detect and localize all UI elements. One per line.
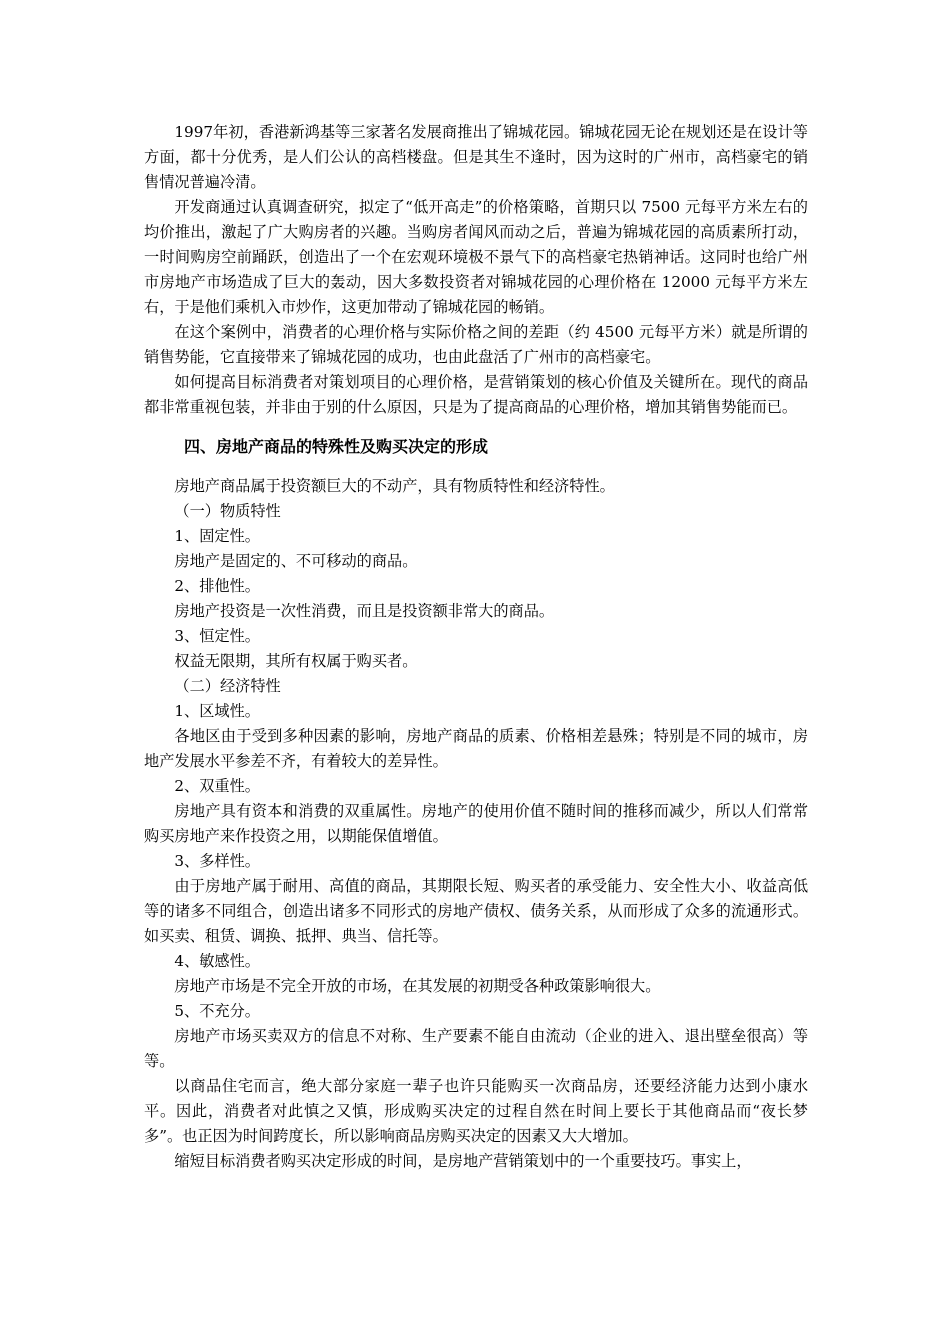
list-item-text: 各地区由于受到多种因素的影响，房地产商品的质素、价格相差悬殊；特别是不同的城市，房地产发展水平参差不齐，有着较大的差异性。: [144, 727, 808, 770]
intro-paragraph-2: 开发商通过认真调查研究，拟定了“低开高走”的价格策略，首期只以 7500 元每平方米左右的均价推出，激起了广大购房者的兴趣。当购房者闻风而动之后，普遍为锦城花园的高质素所打动，一时间购房空前踊跃，创造出了一个在宏观环境极不景气下的高档豪宅热销神话。这同时也给广州市房地产市场造成了巨大的轰动，因大多数投资者对锦城花园的心理价格在 12000 元每平方米左右，于是他们乘机入市炒作，这更加带动了锦城花园的畅销。: [144, 198, 808, 316]
intro-paragraph-1: 1997年初，香港新鸿基等三家著名发展商推出了锦城花园。锦城花园无论在规划还是在设计等方面，都十分优秀，是人们公认的高档楼盘。但是其生不逢时，因为这时的广州市，高档豪宅的销售情况普遍冷清。: [144, 123, 808, 191]
closing-paragraph-1: 以商品住宅而言，绝大部分家庭一辈子也许只能购买一次商品房，还要经济能力达到小康水平。因此，消费者对此慎之又慎，形成购买决定的过程自然在时间上要长于其他商品而“夜长梦多”。也正因为时间跨度长，所以影响商品房购买决定的因素又大大增加。: [144, 1077, 808, 1145]
list-item-label: 5、不充分。: [174, 1002, 260, 1020]
list-item-label: 2、排他性。: [174, 577, 260, 595]
section-intro: 房地产商品属于投资额巨大的不动产，具有物质特性和经济特性。: [174, 477, 615, 495]
subsection-title-physical: （一）物质特性: [174, 502, 281, 520]
list-item-text: 房地产投资是一次性消费，而且是投资额非常大的商品。: [174, 602, 555, 620]
list-item-text: 权益无限期，其所有权属于购买者。: [174, 652, 418, 670]
section-heading: 四、房地产商品的特殊性及购买决定的形成: [184, 437, 489, 456]
list-item-text: 房地产具有资本和消费的双重属性。房地产的使用价值不随时间的推移而减少，所以人们常常购买房地产来作投资之用，以期能保值增值。: [144, 802, 808, 845]
list-item-label: 3、多样性。: [174, 852, 260, 870]
list-item-text: 房地产是固定的、不可移动的商品。: [174, 552, 418, 570]
list-item-label: 1、固定性。: [174, 527, 260, 545]
document-page: [144, 120, 808, 1174]
intro-paragraph-3: 在这个案例中，消费者的心理价格与实际价格之间的差距（约 4500 元每平方米）就是所谓的销售势能，它直接带来了锦城花园的成功，也由此盘活了广州市的高档豪宅。: [144, 323, 808, 366]
list-item-text: 房地产市场是不完全开放的市场，在其发展的初期受各种政策影响很大。: [174, 977, 661, 995]
list-item-label: 3、恒定性。: [174, 627, 260, 645]
list-item-label: 4、敏感性。: [174, 952, 260, 970]
list-item-label: 2、双重性。: [174, 777, 260, 795]
subsection-title-economic: （二）经济特性: [174, 677, 281, 695]
list-item-text: 房地产市场买卖双方的信息不对称、生产要素不能自由流动（企业的进入、退出壁垒很高）等等。: [144, 1027, 808, 1070]
closing-paragraph-2: 缩短目标消费者购买决定形成的时间，是房地产营销策划中的一个重要技巧。事实上，: [174, 1152, 752, 1170]
list-item-label: 1、区域性。: [174, 702, 260, 720]
intro-paragraph-4: 如何提高目标消费者对策划项目的心理价格，是营销策划的核心价值及关键所在。现代的商品都非常重视包装，并非由于别的什么原因，只是为了提高商品的心理价格，增加其销售势能而已。: [144, 373, 808, 416]
list-item-text: 由于房地产属于耐用、高值的商品，其期限长短、购买者的承受能力、安全性大小、收益高低等的诸多不同组合，创造出诸多不同形式的房地产债权、债务关系，从而形成了众多的流通形式。如买卖、租赁、调换、抵押、典当、信托等。: [144, 877, 808, 945]
